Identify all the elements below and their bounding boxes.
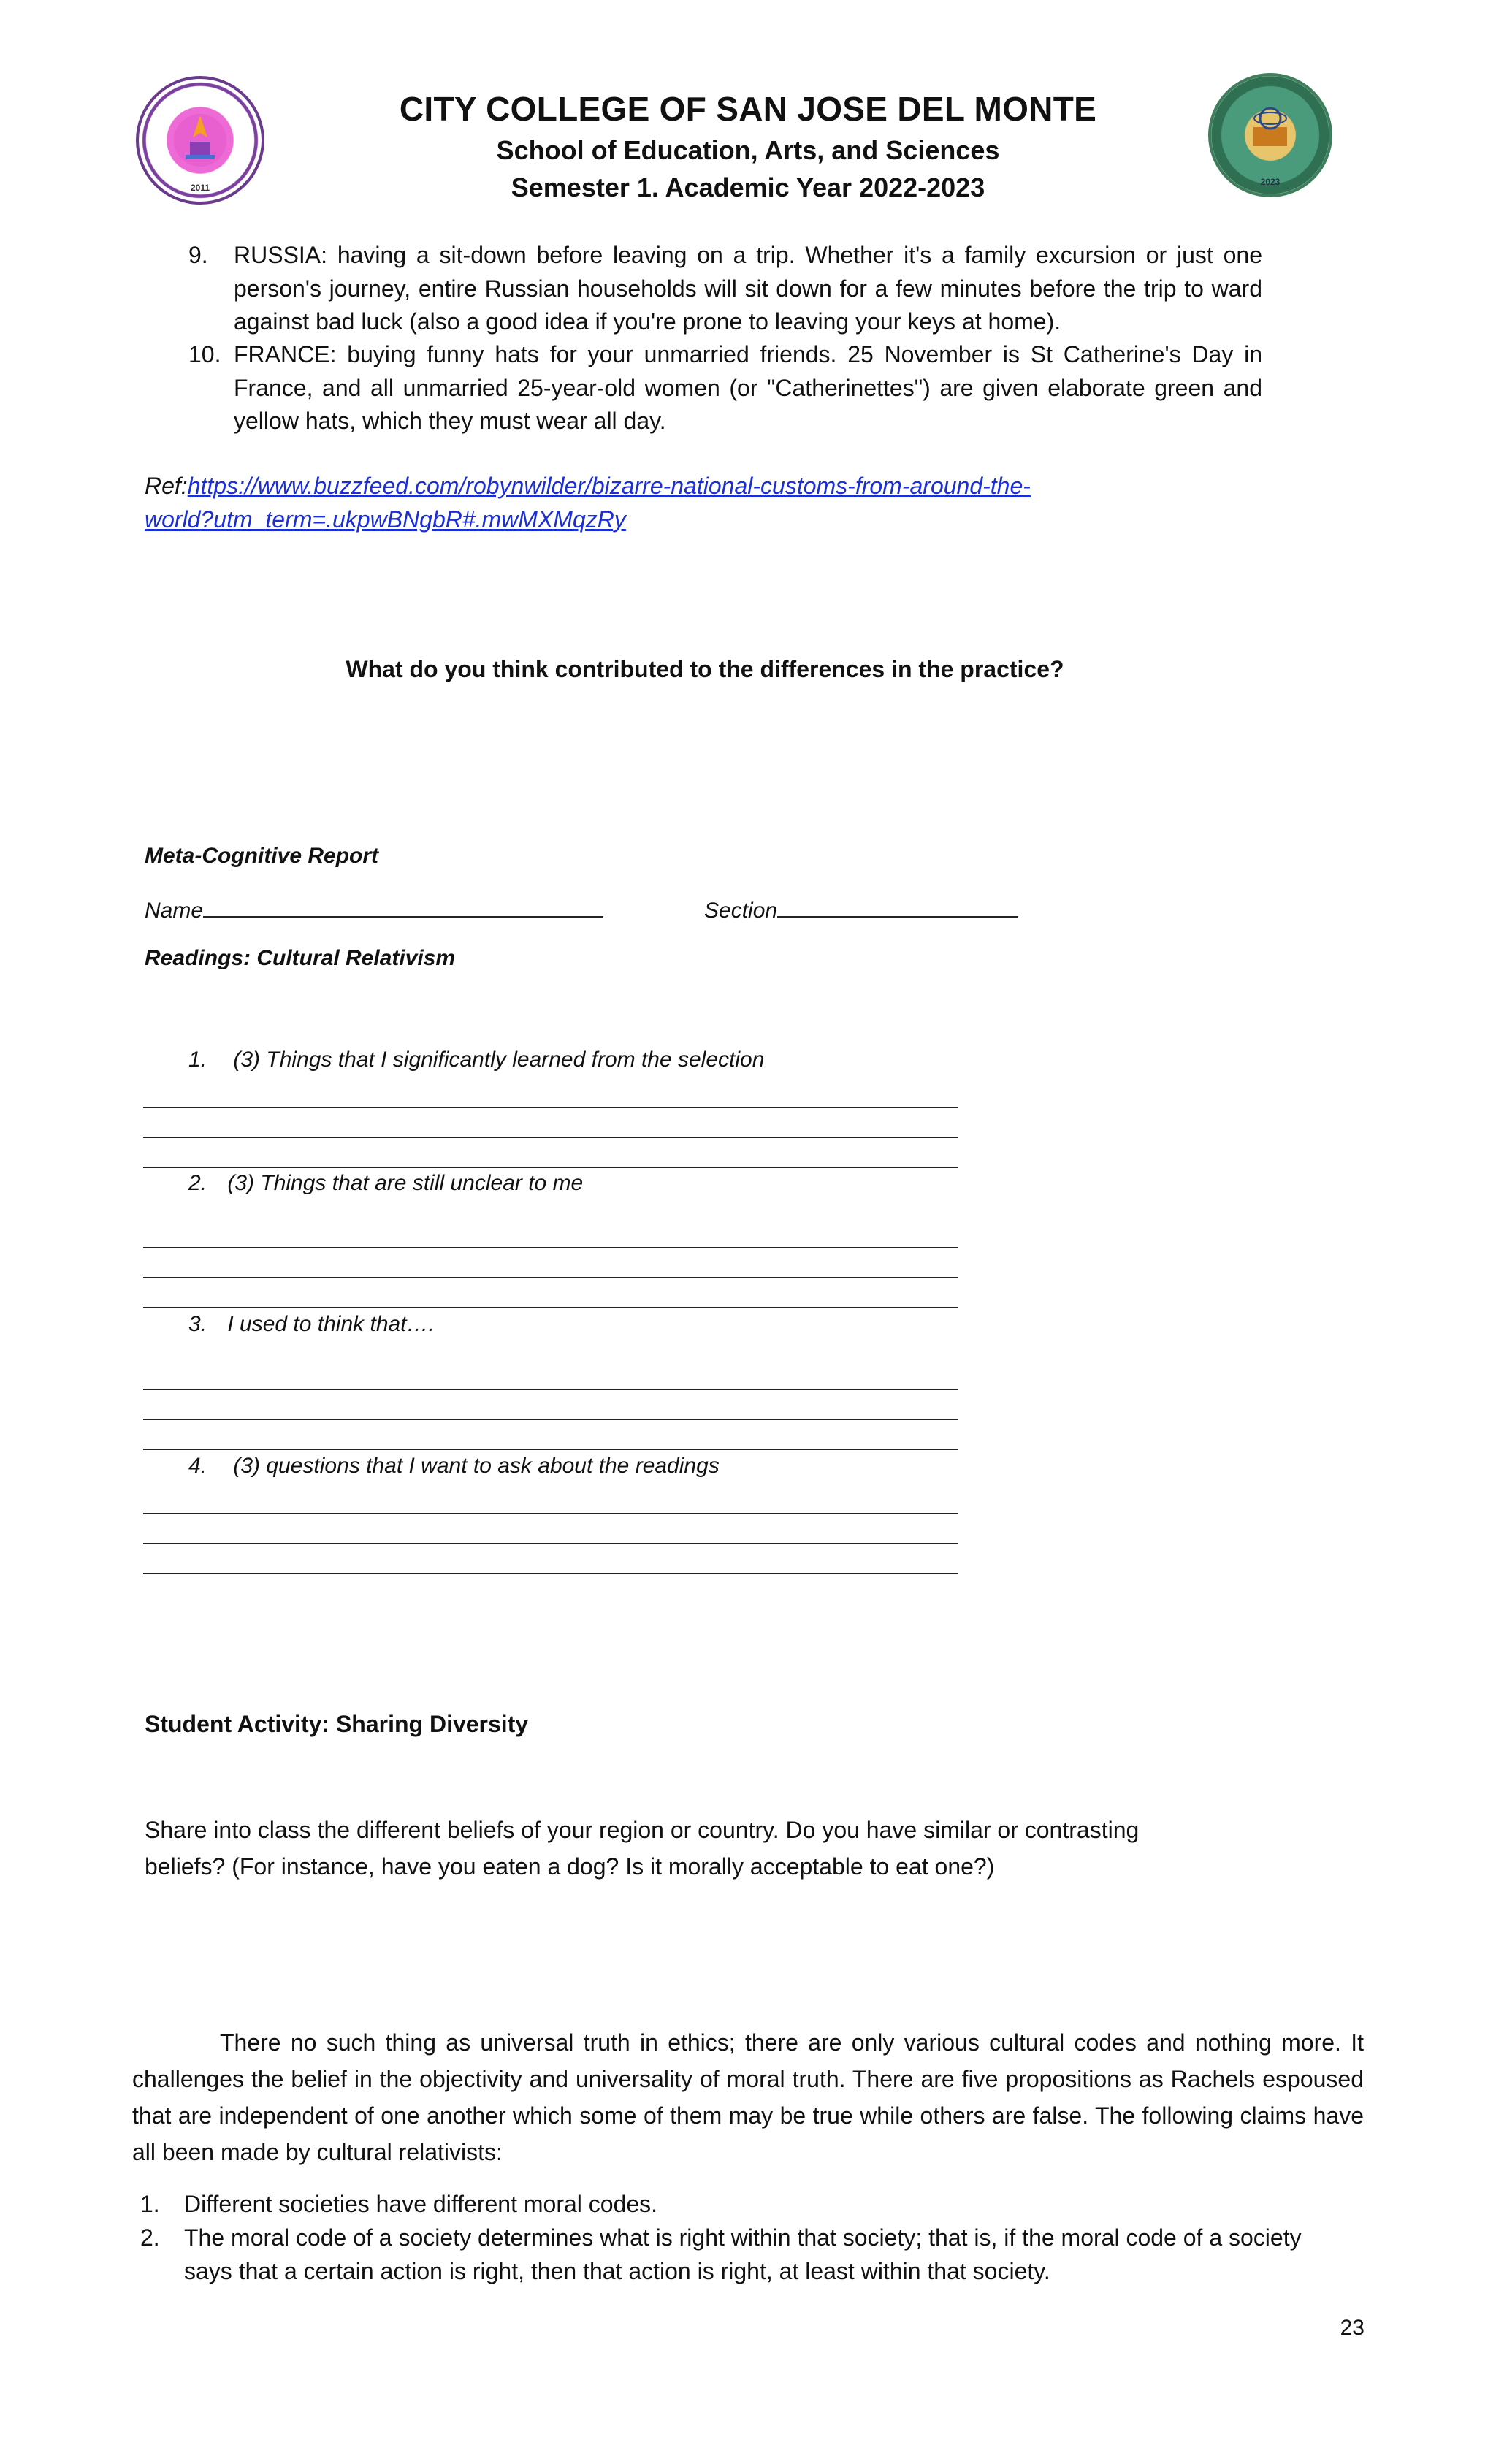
report-item-3 (188, 1312, 435, 1337)
reference-label: Ref: (145, 473, 188, 499)
semester-line: Semester 1. Academic Year 2022-2023 (511, 172, 985, 202)
answer-line[interactable] (143, 1389, 958, 1390)
section-label: Section (704, 899, 778, 923)
customs-item-number: 9. (188, 242, 208, 268)
reference-block (145, 470, 1240, 536)
report-item-text: I used to think that…. (227, 1312, 435, 1336)
claim-number: 1. (140, 2191, 160, 2217)
report-item-text: (3) Things that are still unclear to me (227, 1171, 584, 1195)
answer-line[interactable] (143, 1573, 958, 1574)
customs-item-text: FRANCE: buying funny hats for your unmarried friends. 25 November is St Catherine's Day in France, and all unmarried 25-year-old women (or "Catherinettes") are given elaborate green and yellow hats, which they must wear all day. (234, 341, 1262, 434)
activity-text-line: Share into class the different beliefs of your region or country. Do you have similar or contrasting (145, 1817, 1140, 1843)
reference-link[interactable]: https://www.buzzfeed.com/robynwilder/bizarre-national-customs-from-around-the- (187, 473, 1031, 499)
report-item-1 (188, 1048, 764, 1072)
claim-item-2 (140, 2221, 1309, 2288)
claim-text: Different societies have different moral codes. (184, 2191, 658, 2217)
answer-line[interactable] (143, 1277, 958, 1278)
customs-item-9 (188, 239, 1262, 339)
college-name: CITY COLLEGE OF SAN JOSE DEL MONTE (399, 90, 1097, 128)
claim-text: The moral code of a society determines what is right within that society; that is, if the moral code of a society says that a certain action is right, then that action is right, at least within that society. (184, 2224, 1302, 2284)
customs-item-text: RUSSIA: having a sit-down before leaving on a trip. Whether it's a family excursion or just one person's journey, entire Russian households will sit down for a few minutes before the trip to ward against bad luck (also a good idea if you're prone to leaving your keys at home). (234, 242, 1262, 335)
answer-line[interactable] (143, 1513, 958, 1514)
answer-line[interactable] (143, 1137, 958, 1138)
report-item-number: 3. (188, 1312, 207, 1336)
report-item-2 (188, 1171, 583, 1196)
section-blank[interactable] (777, 894, 1018, 918)
reference-link-continued[interactable]: world?utm_term=.ukpwBNgbR#.mwMXMqzRy (145, 506, 626, 533)
discussion-question: What do you think contributed to the differences in the practice? (346, 656, 1064, 682)
customs-item-number: 10. (188, 341, 221, 367)
answer-line[interactable] (143, 1449, 958, 1450)
report-item-number: 1. (188, 1048, 207, 1072)
school-name: School of Education, Arts, and Sciences (496, 135, 1000, 165)
name-field (145, 894, 603, 923)
right-seal-year: 2023 (1260, 177, 1281, 187)
name-label: Name (145, 899, 204, 923)
claim-number: 2. (140, 2224, 160, 2251)
answer-line[interactable] (143, 1543, 958, 1544)
report-item-text: (3) questions that I want to ask about the readings (233, 1454, 720, 1478)
answer-line[interactable] (143, 1107, 958, 1108)
answer-line[interactable] (143, 1307, 958, 1308)
report-item-number: 4. (188, 1454, 207, 1478)
claim-item-1 (140, 2188, 1309, 2221)
report-title: Meta-Cognitive Report (145, 844, 379, 868)
name-blank[interactable] (203, 894, 603, 918)
report-item-number: 2. (188, 1171, 207, 1195)
left-seal-year: 2011 (190, 183, 210, 193)
report-item-4 (188, 1454, 720, 1479)
readings-title: Readings: Cultural Relativism (145, 946, 456, 970)
answer-line[interactable] (143, 1247, 958, 1248)
answer-line[interactable] (143, 1167, 958, 1168)
relativism-paragraph: There no such thing as universal truth in ethics; there are only various cultural codes and nothing more. It challenges the belief in the objectivity and universality of moral truth. There are five propositions as Rachels espoused that are independent of one another which some of them may be true while others are false. The following claims have all been made by cultural relativists: (132, 2029, 1364, 2165)
activity-title: Student Activity: Sharing Diversity (145, 1711, 529, 1737)
section-field (704, 894, 1018, 923)
activity-text (145, 1812, 1313, 1885)
page-number: 23 (1340, 2316, 1365, 2340)
activity-text-line: beliefs? (For instance, have you eaten a dog? Is it morally acceptable to eat one?) (145, 1853, 995, 1880)
report-item-text: (3) Things that I significantly learned from the selection (233, 1048, 765, 1072)
answer-line[interactable] (143, 1419, 958, 1420)
customs-item-10 (188, 338, 1262, 438)
